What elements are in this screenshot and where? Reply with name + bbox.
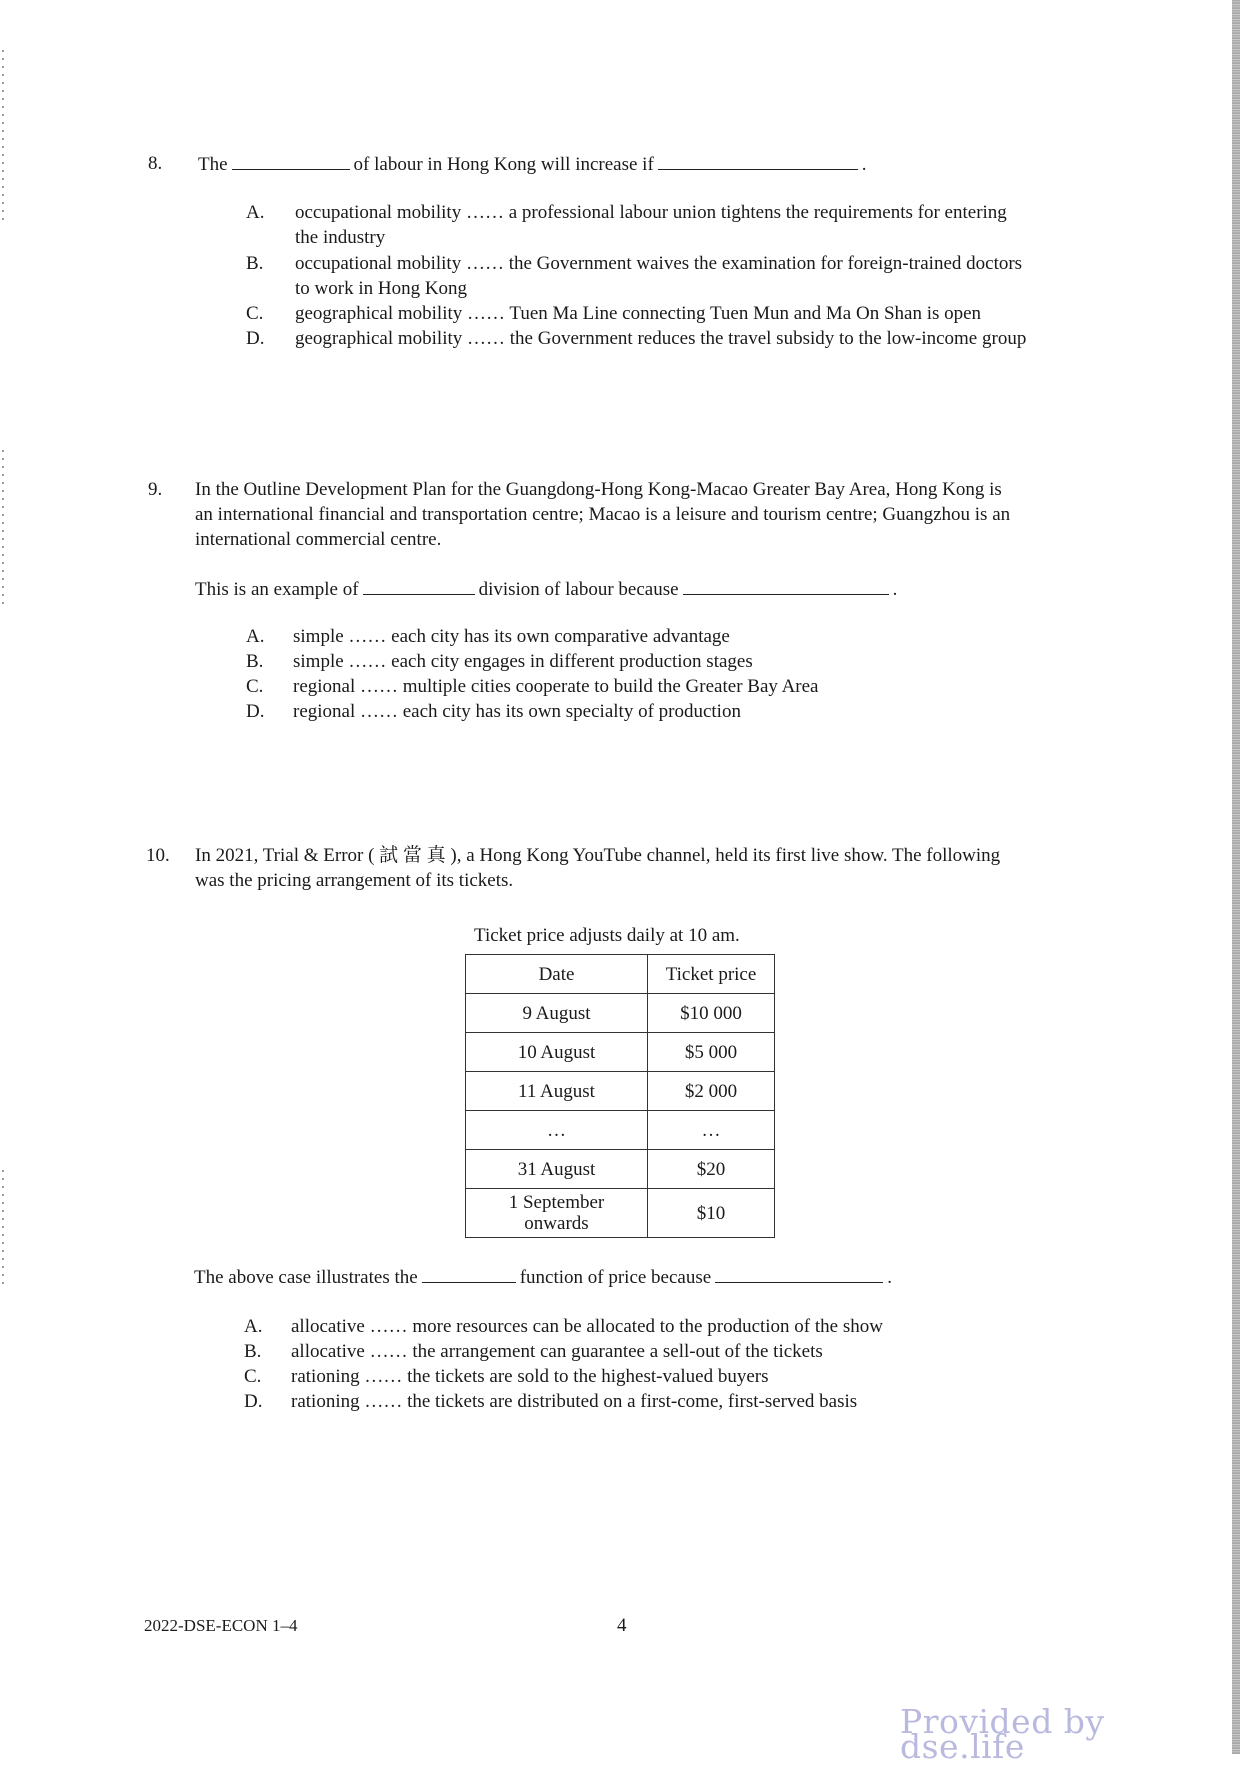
- option-text: rationing …… the tickets are sold to the highest-valued buyers: [291, 1366, 769, 1387]
- watermark: Provided by dse.life: [900, 1702, 1105, 1766]
- option-text: geographical mobility …… Tuen Ma Line connecting Tuen Mun and Ma On Shan is open: [295, 303, 982, 324]
- question-prompt: The above case illustrates the function of price because .: [194, 1264, 892, 1290]
- option-text: rationing …… the tickets are distributed on a first-come, first-served basis: [291, 1391, 858, 1412]
- option-text: the industry: [295, 227, 386, 248]
- scan-edge-right: [1232, 0, 1240, 1754]
- option-text: simple …… each city has its own comparative advantage: [293, 626, 730, 647]
- option-text: allocative …… the arrangement can guarantee a sell-out of the tickets: [291, 1341, 823, 1362]
- question-stem-line: In the Outline Development Plan for the Guangdong-Hong Kong-Macao Greater Bay Area, Hong Kong is: [195, 479, 1002, 500]
- table-cell-date: …: [466, 1111, 648, 1150]
- table-cell-date: 9 August: [466, 994, 648, 1033]
- table-row: [466, 1150, 775, 1189]
- option-text: occupational mobility …… the Government waives the examination for foreign-trained doctors: [295, 253, 1023, 274]
- table-cell-price: …: [648, 1111, 775, 1150]
- option-text: occupational mobility …… a professional labour union tightens the requirements for entering: [295, 202, 1007, 223]
- option-letter: B.: [246, 253, 264, 274]
- option-letter: C.: [244, 1366, 262, 1387]
- table-cell-price: $5 000: [648, 1033, 775, 1072]
- table-header-row: [466, 955, 775, 994]
- scan-edge-left-low: [2, 1170, 4, 1290]
- table-row: [466, 994, 775, 1033]
- table-header: Date: [466, 955, 648, 994]
- option-text: to work in Hong Kong: [295, 278, 468, 299]
- answer-blank: [232, 151, 350, 170]
- table-cell-date: 10 August: [466, 1033, 648, 1072]
- answer-blank: [422, 1264, 516, 1283]
- option-text: simple …… each city engages in different production stages: [293, 651, 753, 672]
- table-cell-price: $2 000: [648, 1072, 775, 1111]
- answer-blank: [363, 576, 475, 595]
- table-header: Ticket price: [648, 955, 775, 994]
- question-stem-line: In 2021, Trial & Error ( 試 當 真 ), a Hong Kong YouTube channel, held its first live show. The following: [195, 845, 1001, 866]
- option-letter: B.: [244, 1341, 262, 1362]
- scan-edge-left-top: [2, 50, 4, 220]
- question-stem-line: international commercial centre.: [195, 529, 442, 550]
- scan-edge-left-mid: [2, 450, 4, 610]
- ticket-price-table: [465, 954, 775, 1238]
- option-letter: D.: [244, 1391, 263, 1412]
- option-text: regional …… each city has its own specialty of production: [293, 701, 741, 722]
- option-letter: A.: [244, 1316, 263, 1337]
- question-stem: The of labour in Hong Kong will increase if .: [198, 151, 867, 177]
- table-cell-date: 31 August: [466, 1150, 648, 1189]
- answer-blank: [683, 576, 889, 595]
- table-cell-price: $10 000: [648, 994, 775, 1033]
- option-text: regional …… multiple cities cooperate to build the Greater Bay Area: [293, 676, 819, 697]
- table-cell-price: $10: [648, 1189, 775, 1238]
- answer-blank: [658, 151, 858, 170]
- table-row: [466, 1072, 775, 1111]
- table-caption: Ticket price adjusts daily at 10 am.: [474, 925, 740, 946]
- answer-blank: [715, 1264, 883, 1283]
- question-number: 8.: [148, 153, 163, 174]
- question-number: 9.: [148, 479, 163, 500]
- option-text: geographical mobility …… the Government reduces the travel subsidy to the low-income group: [295, 328, 1027, 349]
- option-letter: A.: [246, 626, 265, 647]
- page-number: 4: [617, 1615, 627, 1636]
- question-stem-line: was the pricing arrangement of its tickets.: [195, 870, 514, 891]
- table-cell-price: $20: [648, 1150, 775, 1189]
- option-letter: D.: [246, 328, 265, 349]
- question-prompt: This is an example of division of labour because .: [195, 576, 897, 602]
- option-letter: D.: [246, 701, 265, 722]
- option-letter: B.: [246, 651, 264, 672]
- table-row: [466, 1033, 775, 1072]
- table-row: [466, 1189, 775, 1238]
- table-cell-date: 11 August: [466, 1072, 648, 1111]
- option-letter: A.: [246, 202, 265, 223]
- paper-code: 2022-DSE-ECON 1–4: [144, 1616, 298, 1635]
- table-cell-date: 1 September onwards: [466, 1189, 648, 1238]
- table-row: [466, 1111, 775, 1150]
- option-letter: C.: [246, 303, 264, 324]
- option-letter: C.: [246, 676, 264, 697]
- question-stem-line: an international financial and transportation centre; Macao is a leisure and tourism centre; Guangzhou is an: [195, 504, 1011, 525]
- option-text: allocative …… more resources can be allocated to the production of the show: [291, 1316, 883, 1337]
- question-number: 10.: [146, 845, 170, 866]
